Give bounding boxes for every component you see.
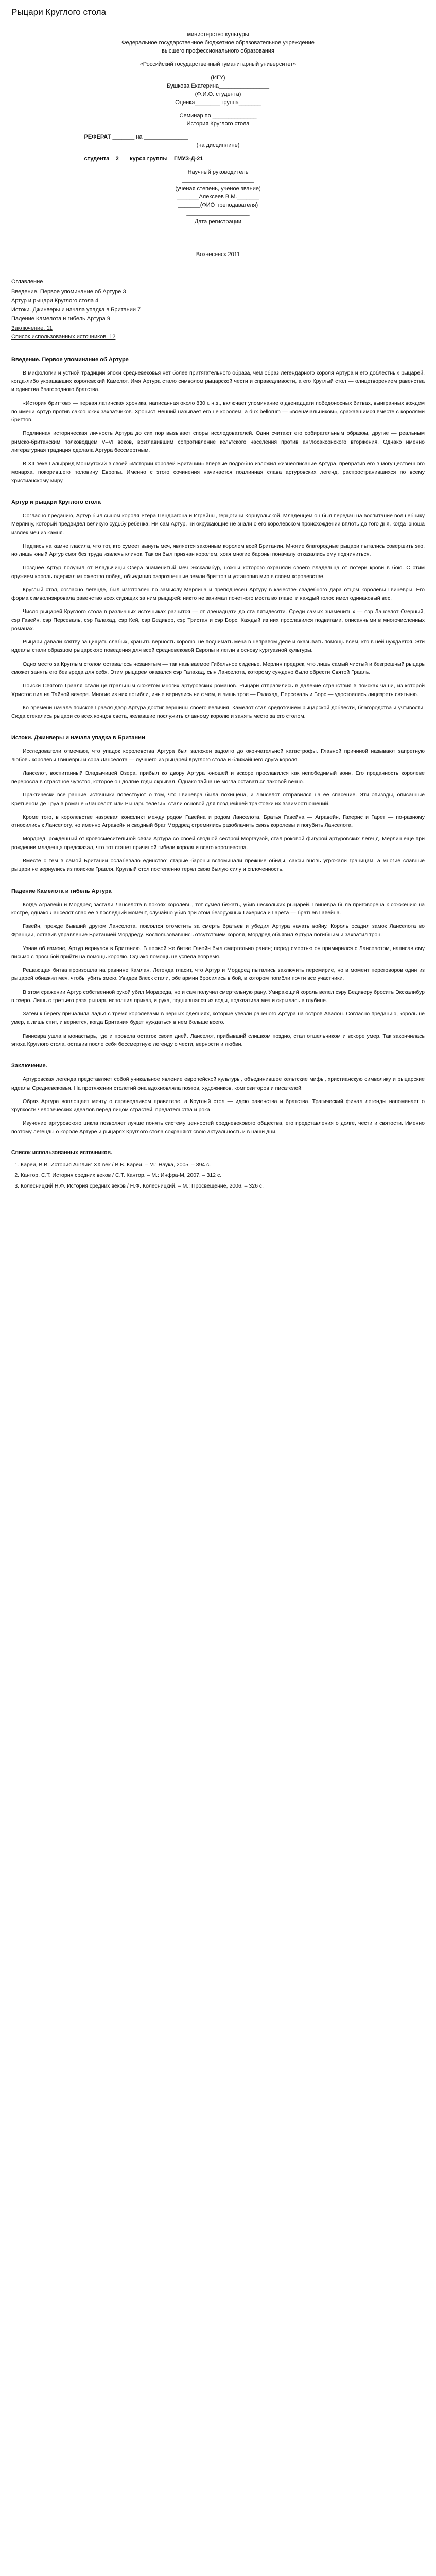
ministry-line: министерство культуры: [187, 31, 249, 38]
toc-item-bibliography[interactable]: Список использованных источников. 12: [11, 334, 116, 341]
student-caption: (Ф.И.О. студента): [195, 91, 241, 97]
paragraph: Надпись на камне гласила, что тот, кто сумеет вынуть меч, является законным королем всей Британии. Многие благородные рыцари пытались совершить это, но лишь юный Артур смог без труда извлечь клинок. Так он был признан королем, хотя многие бароны поначалу отказались ему подчиниться.: [11, 543, 425, 558]
supervisor-line: _______________________: [182, 177, 254, 184]
toc-title: Оглавление: [11, 278, 43, 285]
bibliography-title: Список использованных источников.: [11, 1149, 112, 1156]
section-4: [11, 1063, 425, 1136]
bibliography: [11, 1148, 425, 1190]
referat-sub: (на дисциплине): [196, 142, 240, 149]
paragraph: Мордред, рожденный от кровосмесительной связи Артура со своей сводной сестрой Моргаузой, стал роковой фигурой артуровских легенд. Мерлин еще при рождении младенца предсказал, что тот станет причиной гибели короля и всего королевства.: [11, 836, 425, 851]
paragraph: Практически все ранние источники повествуют о том, что Гвиневра была похищена, и Ланселот отправился на ее спасение. Эти эпизоды, описанные Кретьеном де Труа в романе «Ланселот, или Рыцарь телеги», стали основой для позднейшей трактовки их взаимоотношений.: [11, 792, 425, 807]
paragraph: В XII веке Гальфрид Монмутский в своей «Истории королей Британии» впервые подробно изложил жизнеописание Артура, превратив его в могущественного монарха, покорившего половину Европы. Именно с этого сочинения начинается подлинная слава артуровских легенд, распространившихся по всему христианскому миру.: [11, 461, 425, 484]
table-of-contents: [11, 278, 425, 342]
title-page: [84, 31, 352, 259]
paragraph: Одно место за Круглым столом оставалось незанятым — так называемое Гибельное сиденье. Мерлин предрек, что лишь самый чистый и безгрешный рыцарь сможет занять его без вреда для себя. Этим рыцарем оказался сэр Галахад, сын Ланселота, которому суждено было обрести Святой Грааль.: [11, 660, 425, 676]
paragraph: Круглый стол, согласно легенде, был изготовлен по замыслу Мерлина и преподнесен Артуру в качестве свадебного дара отцом королевы Гвиневры. Его форма символизировала равенство всех сидящих за ним рыцарей: никто не занимал почетного места во главе, и каждый голос имел одинаковый вес.: [11, 586, 425, 602]
paragraph: В мифологии и устной традиции эпохи средневековья нет более притягательного образа, чем образ легендарного короля Артура и его доблестных рыцарей, когда-либо украшавших королевский Камелот. Имя Артура стало символом рыцарской чести и справедливости, а его Круглый стол — олицетворением равенства и единства благородного братства.: [11, 369, 425, 393]
paragraph: Подлинная историческая личность Артура до сих пор вызывает споры исследователей. Одни считают его собирательным образом, другие — реальным римско-британским полководцем V–VI веков, возглавившим сопротивление кельтского населения против англосаксонского вторжения. Однако именно литературная традиция сделала Артура бессмертным.: [11, 430, 425, 453]
paragraph: Позднее Артур получил от Владычицы Озера знаменитый меч Экскалибур, ножны которого охраняли своего владельца от потери крови в бою. С этим оружием король одержал множество побед, объединив разрозненные земли бриттов и установив мир в своем королевстве.: [11, 565, 425, 580]
referat-row: [84, 133, 352, 142]
paragraph: Изучение артуровского цикла позволяет лучше понять систему ценностей средневекового общества, его представления о долге, чести и святости. Именно поэтому легенды о короле Артуре и рыцарях Круглого стола сохраняют свою актуальность и в наши дни.: [11, 1120, 425, 1135]
paragraph: Решающая битва произошла на равнине Камлан. Легенда гласит, что Артур и Мордред пытались заключить перемирие, но в момент переговоров один из рыцарей обнажил меч, чтобы убить змею. Увидев блеск стали, обе армии бросились в бой, в котором погибли почти все участники.: [11, 967, 425, 982]
paragraph: Гвиневра ушла в монастырь, где и провела остаток своих дней. Ланселот, прибывший слишком поздно, стал отшельником и вскоре умер. Так закончилась эпоха Круглого стола, оставив после себя бессмертную легенду о чести, верности и любви.: [11, 1032, 425, 1047]
section-2: [11, 735, 425, 873]
section-heading: Заключение.: [11, 1063, 47, 1070]
supervisor-name: _______Алексеев В.М._______: [177, 194, 259, 200]
bibliography-item: 2. Кантор, С.Т. История средних веков / С.Т. Кантор. – М.: Инфра-М, 2007. – 312 с.: [21, 1171, 425, 1179]
student-course-line: студента__2___ курса группы__ГМУЗ-Д-21______: [84, 156, 222, 162]
paragraph: Артуровская легенда представляет собой уникальное явление европейской культуры, объединившее кельтские мифы, христианскую символику и рыцарские идеалы Средневековья. На протяжении столетий она вдохновляла поэтов, художников, композиторов и писателей.: [11, 1076, 425, 1091]
toc-item-conclusion[interactable]: Заключение. 11: [11, 325, 53, 331]
section-heading: Истоки. Джинверы и начала упадка в Британии: [11, 735, 145, 741]
paragraph: Число рыцарей Круглого стола в различных источниках разнится — от двенадцати до ста пятидесяти. Среди самых знаменитых — сэр Ланселот Озерный, сэр Гавейн, сэр Персеваль, сэр Галахад, сэр Кей, сэр Бедивер, сэр Тристан и сэр Борс. Каждый из них прославился подвигами, описанными в многочисленных романах.: [11, 608, 425, 632]
paragraph: Когда Агравейн и Мордред застали Ланселота в покоях королевы, тот сумел бежать, убив нескольких рыцарей. Гвиневра была приговорена к сожжению на костре, однако Ланселот спас ее в последний момент, случайно убив при этом безоружных Гахериса и Гарета — братьев Гавейна.: [11, 901, 425, 916]
section-1: [11, 499, 425, 720]
referat-label: РЕФЕРАТ: [84, 134, 111, 141]
paragraph: В этом сражении Артур собственной рукой убил Мордреда, но и сам получил смертельную рану. Умирающий король велел сэру Бедиверу бросить Экскалибур в озеро. Лишь с третьего раза рыцарь исполнил приказ, и рука, поднявшаяся из воды, подхватила меч и скрылась в глубине.: [11, 989, 425, 1004]
toc-item-fall[interactable]: Падение Камелота и гибель Артура 9: [11, 316, 110, 323]
date-line: _______(ФИО преподавателя): [178, 201, 258, 208]
signature-line: ____________________: [186, 210, 250, 216]
paragraph: Согласно преданию, Артур был сыном короля Утера Пендрагона и Игрейны, герцогини Корнуольской. Младенцем он был передан на воспитание волшебнику Мерлину, который предвидел великую судьбу ребенка. Ни сам Артур, ни окружающие не знали о его королевском происхождении вплоть до того дня, когда юноша извлек меч из камня.: [11, 513, 425, 536]
paragraph: Кроме того, в королевстве назревал конфликт между родом Гавейна и родом Ланселота. Братья Гавейна — Агравейн, Гахерис и Гарет — по-разному относились к Ланселоту, но именно Агравейн и сводный брат Мордред стремились разоблачить связь королевы и погубить Ланселота.: [11, 814, 425, 829]
discipline-value: История Круглого стола: [186, 121, 250, 127]
signature-sub: Дата регистрации: [194, 218, 242, 225]
education-line: высшего профессионального образования: [162, 47, 274, 54]
paragraph: Узнав об измене, Артур вернулся в Британию. В первой же битве Гавейн был смертельно ранен; перед смертью он примирился с Ланселотом, написав ему письмо с просьбой прийти на помощь королю. Однако помощь не успела вовремя.: [11, 945, 425, 960]
toc-item-origins[interactable]: Истоки. Джинверы и начала упадка в Британии 7: [11, 307, 141, 313]
paragraph: Поиски Святого Грааля стали центральным сюжетом многих артуровских романов. Рыцари отправились в далекие странствия в поисках чаши, из которой Христос пил на Тайной вечере. Многие из них погибли, иные вернулись ни с чем, и лишь трое — Галахад, Персеваль и Борс — удостоились лицезреть святыню.: [11, 683, 425, 698]
section-heading: Артур и рыцари Круглого стола: [11, 499, 101, 506]
section-heading: Падение Камелота и гибель Артура: [11, 888, 112, 894]
supervisor-label: Научный руководитель: [187, 169, 249, 176]
section-heading: Введение. Первое упоминание об Артуре: [11, 356, 129, 363]
faculty-label: (ИГУ): [211, 74, 225, 81]
agency-line: Федеральное государственное бюджетное образовательное учреждение: [121, 39, 315, 46]
section-3: [11, 888, 425, 1049]
document-title: Рыцари Круглого стола: [11, 7, 107, 17]
section-0: [11, 357, 425, 485]
toc-item-introduction[interactable]: Введение. Первое упоминание об Артуре 3: [11, 289, 126, 295]
city-year: Вознесенск 2011: [196, 251, 240, 258]
paragraph: Затем к берегу причалила ладья с тремя королевами в черных одеяниях, которые увезли раненого Артура на остров Авалон. Согласно преданию, король не умер, а лишь спит, и вернется, когда Британия будет нуждаться в нем больше всего.: [11, 1011, 425, 1026]
group-line: Оценка________ группа_______: [175, 99, 261, 106]
paragraph: Ко времени начала поисков Грааля двор Артура достиг вершины своего величия. Камелот стал средоточием рыцарской доблести, благородства и учтивости. Сюда стекались рыцари со всех концов света, желавшие послужить славному королю и занять место за его столом.: [11, 704, 425, 720]
toc-item-round-table[interactable]: Артур и рыцари Круглого стола 4: [11, 297, 99, 304]
bibliography-list: [11, 1161, 425, 1190]
paragraph: Образ Артура воплощает мечту о справедливом правителе, а Круглый стол — идею равенства и братства. Трагический финал легенды напоминает о хрупкости человеческих идеалов перед лицом страстей, предательства и рока.: [11, 1098, 425, 1113]
university-line: «Российский государственный гуманитарный университет»: [139, 61, 297, 67]
student-name: Бушкова Екатерина________________: [167, 82, 269, 89]
paragraph: Рыцари давали клятву защищать слабых, хранить верность королю, не поднимать меча в неправом деле и оказывать помощь всем, кто в ней нуждается. Эти идеалы стали образцом рыцарского поведения для всей средневековой Европы и легли в основу куртуазной культуры.: [11, 639, 425, 654]
paragraph: Вместе с тем в самой Британии ослабевало единство: старые бароны вспоминали прежние обиды, саксы вновь угрожали границам, а многие славные рыцари не вернулись из поисков Грааля. Круглый стол постепенно терял свою былую силу и сплоченность.: [11, 858, 425, 873]
discipline-label: Семинар по ______________: [179, 112, 257, 119]
paragraph: Исследователи отмечают, что упадок королевства Артура был заложен задолго до окончательной катастрофы. Главной причиной называют запретную любовь королевы Гвиневры и сэра Ланселота — лучшего из рыцарей Круглого стола и ближайшего друга короля.: [11, 748, 425, 763]
supervisor-sub: (ученая степень, ученое звание): [175, 185, 261, 192]
referat-line: _______ на ______________: [112, 134, 188, 141]
paragraph: Ланселот, воспитанный Владычицей Озера, прибыл ко двору Артура юношей и вскоре прославился как непобедимый воин. Его преданность королеве переросла в страстное чувство, которое он долгие годы скрывал. Однако тайна не могла оставаться таковой вечно.: [11, 770, 425, 785]
paragraph: «История бриттов» — первая латинская хроника, написанная около 830 г. н.э., включает упоминание о двенадцати победоносных битвах, выигранных вождем по имени Артур против саксонских захватчиков. Хронист Ненний называет его не королем, а dux bellorum — «военачальником», сражавшимся вместе с королями бриттов.: [11, 400, 425, 423]
sections-container: [11, 357, 425, 1136]
bibliography-item: 3. Колесницкий Н.Ф. История средних веков / Н.Ф. Колесницкий. – М.: Просвещение, 2006. – 326 с.: [21, 1182, 425, 1190]
paragraph: Гавейн, прежде бывший другом Ланселота, поклялся отомстить за смерть братьев и убедил Артура начать войну. Король осадил замок Ланселота во Франции, оставив управление Британией Мордреду. Воспользовавшись отсутствием короля, Мордред объявил Артура погибшим и захватил трон.: [11, 923, 425, 938]
bibliography-item: 1. Кареи, В.В. История Англии: XX век / В.В. Кареи. – М.: Наука, 2005. – 394 с.: [21, 1161, 425, 1169]
